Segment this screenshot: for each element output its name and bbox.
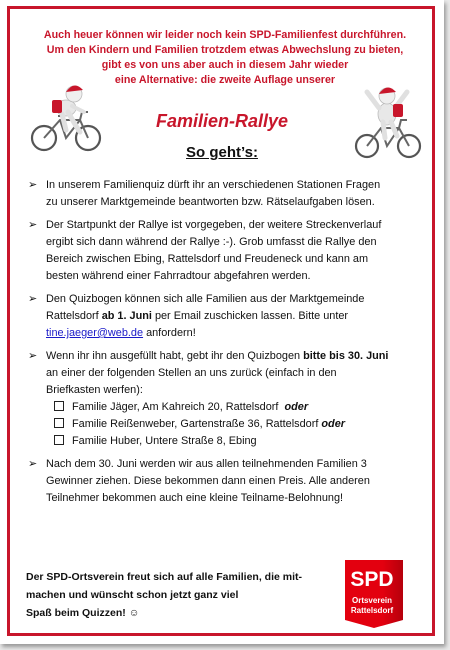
- intro-line-2: Um den Kindern und Familien trotzdem etwas Abwechslung zu bieten,: [46, 44, 404, 56]
- instruction-list: [26, 177, 426, 513]
- item-2-line-1: Der Startpunkt der Rallye ist vorgegeben, der weitere Streckenverlauf: [46, 219, 382, 231]
- spd-logo: [345, 560, 403, 628]
- item-2-line-4: besten während einer Fahrradtour abgefahren werden.: [46, 270, 311, 282]
- item-5-line-3: Teilnehmer bekommen auch eine kleine Teilname-Belohnung!: [46, 492, 344, 504]
- item-5-line-2: Gewinner ziehen. Diese bekommen dann einen Preis. Alle anderen: [46, 475, 370, 487]
- email-link[interactable]: tine.jaeger@web.de: [46, 327, 144, 339]
- address-entry: [46, 433, 426, 450]
- closing-text: Spaß beim Quizzen!: [26, 607, 126, 619]
- list-item: [26, 291, 426, 342]
- spd-logo-line-1: Ortsverein: [351, 596, 393, 605]
- closing-line-1: Der SPD-Ortsverein freut sich auf alle Familien, die mit-: [26, 571, 302, 583]
- spd-logo-text: SPD: [350, 568, 394, 591]
- intro-line-4: eine Alternative: die zweite Auflage unserer: [114, 74, 336, 86]
- item-3-line-3: [46, 325, 426, 342]
- checkbox-square-icon: [54, 435, 64, 445]
- item-4-line-3: Briefkasten werfen):: [46, 384, 143, 396]
- address-text: Familie Jäger, Am Kahreich 20, Rattelsdorf: [72, 401, 279, 413]
- item-4-line-1: [46, 348, 426, 365]
- item-2-line-3: Bereich zwischen Ebing, Rattelsdorf und Freudeneck und kann am: [46, 253, 369, 265]
- item-5-line-1: Nach dem 30. Juni werden wir aus allen teilnehmenden Familien 3: [46, 458, 367, 470]
- closing-message: [26, 568, 326, 622]
- arrow-bullet-icon: ➢: [28, 219, 38, 231]
- item-2-line-2: ergibt sich dann während der Rallye :-). Grob umfasst die Rallye den: [46, 236, 377, 248]
- list-item: [26, 217, 426, 285]
- checkbox-square-icon: [54, 401, 64, 411]
- item-4-text: Wenn ihr ihn ausgefüllt habt, gebt ihr den Quizbogen: [46, 350, 304, 362]
- list-item: [26, 456, 426, 507]
- arrow-bullet-icon: ➢: [28, 293, 38, 305]
- intro-line-3: gibt es von uns aber auch in diesem Jahr wieder: [101, 59, 349, 71]
- address-text: Familie Reißenweber, Gartenstraße 36, Rattelsdorf: [72, 418, 319, 430]
- start-date-highlight: ab 1. Juni: [101, 310, 152, 322]
- smiley-icon: ☺: [128, 607, 140, 619]
- list-item: [26, 177, 426, 211]
- arrow-bullet-icon: ➢: [28, 458, 38, 470]
- item-3-text: anfordern!: [143, 327, 196, 339]
- address-oder: oder: [284, 401, 309, 413]
- address-entry: [46, 399, 426, 416]
- item-3-text: Rattelsdorf: [46, 310, 102, 322]
- closing-line-3: [26, 604, 326, 622]
- flyer-title: Familien-Rallye: [155, 111, 289, 131]
- item-1-line-1: In unserem Familienquiz dürft ihr an verschiedenen Stationen Fragen: [46, 179, 381, 191]
- checkbox-square-icon: [54, 418, 64, 428]
- flyer-subtitle: So geht’s:: [186, 144, 258, 161]
- address-oder: oder: [321, 418, 345, 430]
- deadline-highlight: bitte bis 30. Juni: [303, 350, 389, 362]
- arrow-bullet-icon: ➢: [28, 350, 38, 362]
- closing-line-2: machen und wünscht schon jetzt ganz viel: [26, 589, 239, 601]
- item-3-text: per Email zuschicken lassen. Bitte unter: [151, 310, 349, 322]
- address-entry: [46, 416, 426, 433]
- address-text: Familie Huber, Untere Straße 8, Ebing: [72, 435, 257, 447]
- item-1-line-2: zu unserer Marktgemeinde beantworten bzw. Rätselaufgaben lösen.: [46, 196, 375, 208]
- list-item: [26, 348, 426, 450]
- spd-logo-line-2: Rattelsdorf: [350, 606, 394, 615]
- arrow-bullet-icon: ➢: [28, 179, 38, 191]
- intro-line-1: Auch heuer können wir leider noch kein SPD-Familienfest durchführen.: [43, 29, 407, 41]
- item-3-line-2: [46, 308, 426, 325]
- item-3-line-1: Den Quizbogen können sich alle Familien aus der Marktgemeinde: [46, 293, 365, 305]
- item-4-line-2: an einer der folgenden Stellen an uns zurück (einfach in den: [46, 367, 337, 379]
